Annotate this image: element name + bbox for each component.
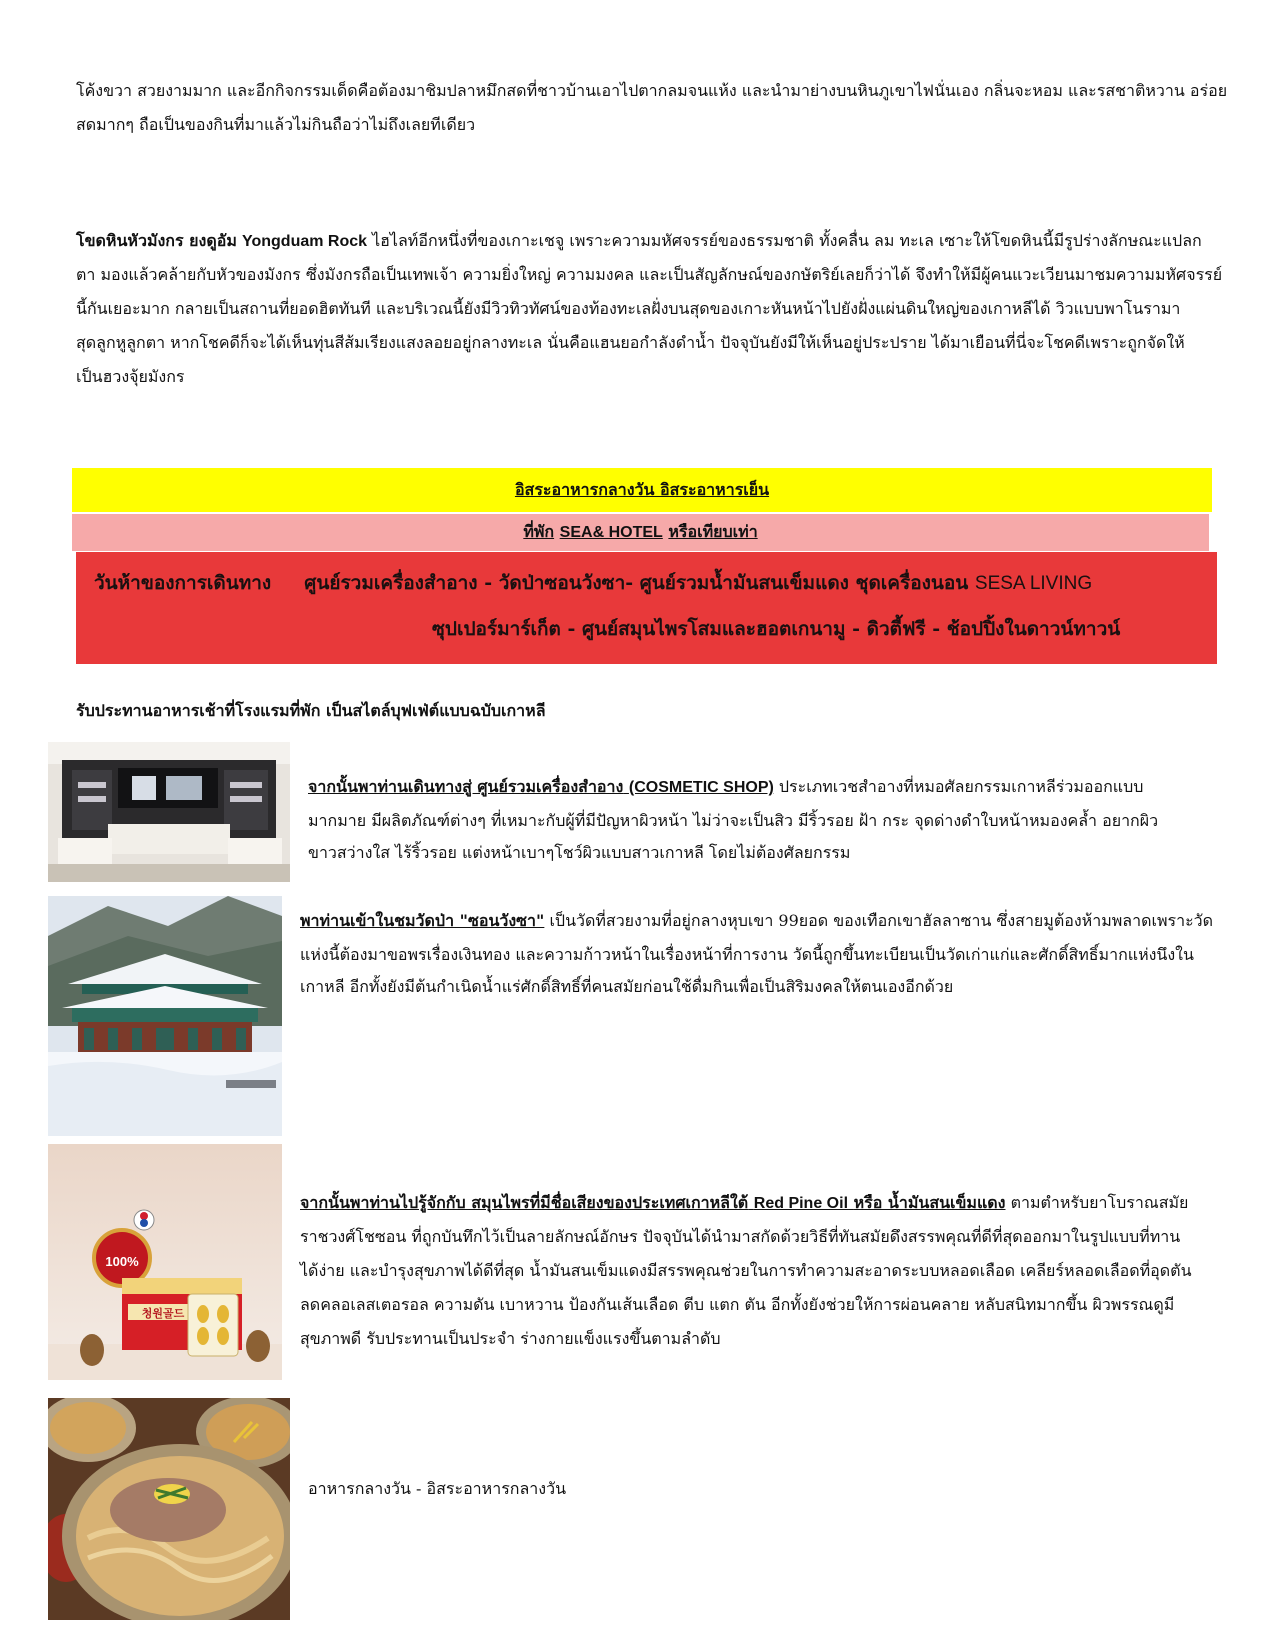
meal-band — [72, 468, 1212, 512]
red-pine-oil-photo — [48, 1144, 282, 1380]
temple-link[interactable]: พาท่านเข้าในชมวัดป่า "ซอนวังซา" — [300, 911, 545, 930]
hotel-band — [72, 514, 1209, 551]
cosmetic-line-1 — [308, 770, 1143, 805]
day5-banner — [76, 552, 1217, 664]
yongduam-title-en: Yongduam Rock — [241, 233, 368, 250]
pine-line-1 — [300, 1186, 1188, 1221]
yongduam-line-4: สุดลูกหูลูกตา หากโชคดีก็จะได้เห็นทุ่นสีส้มเรียงแสงลอยอยู่กลางทะเล นั่นคือแฮนยอกำลังดำน้ำ ปัจจุบันยังมีให้เห็นอยู่ประปราย ได้มาเยือนที่นี่จะโชคดีเพราะถูกจัดให้ — [76, 333, 1185, 352]
cosmetic-shop-photo — [48, 742, 290, 882]
temple-line-3: เกาหลี อีกทั้งยังมีต้นกำเนิดน้ำแร่ศักดิ์สิทธิ์ที่คนสมัยก่อนใช้ดื่มกินเพื่อเป็นสิริมงคลให้ตนเองอีกด้วย — [300, 977, 954, 996]
pine-line-5: สุขภาพดี รับประทานเป็นประจำ ร่างกายแข็งแรงขึ้นตามลำดับ — [300, 1329, 721, 1348]
day5-label: วันห้าของการเดินทาง — [94, 572, 272, 594]
hotel-th2: หรือเทียบเท่า — [668, 522, 758, 541]
yongduam-text: ไฮไลท์อีกหนึ่งที่ของเกาะเชจู เพราะความมหัศจรรย์ของธรรมชาติ ทั้งคลื่น ลม ทะเล เซาะให้โขดหินนี้มีรูปร่างลักษณะแปลก — [367, 231, 1202, 250]
lunch-text: อาหารกลางวัน - อิสระอาหารกลางวัน — [308, 1479, 566, 1498]
pine-link[interactable]: จากนั้นพาท่านไปรู้จักกับ สมุนไพรที่มีชื่อเสียงของประเทศเกาหลีใต้ Red Pine Oil หรือ น้ำมันสนเข็มแดง — [300, 1193, 1006, 1212]
yongduam-line-2: ตา มองแล้วคล้ายกับหัวของมังกร ซึ่งมังกรถือเป็นเทพเจ้า ความยิ่งใหญ่ ความมงคล และเป็นสัญลักษณ์ของกษัตริย์เลยก็ว่าได้ จึงทำให้มีผู้คนแวะเวียนมาชมความมหัศจรรย์ — [76, 265, 1223, 284]
cosmetic-line-2: มากมาย มีผลิตภัณฑ์ต่างๆ ที่เหมาะกับผู้ที่มีปัญหาผิวหน้า ไม่ว่าจะเป็นสิว มีริ้วรอย ฝ้า กระ จุดด่างดำใบหน้าหมองคล้ำ อยากผิว — [308, 811, 1159, 830]
temple-photo — [48, 896, 282, 1136]
intro-line-1: โค้งขวา สวยงามมาก และอีกกิจกรรมเด็ดคือต้องมาชิมปลาหมึกสดที่ชาวบ้านเอาไปตากลมจนแห้ง และนำมาย่างบนหินภูเขาไฟนั่นเอง กลิ่นจะหอม และรสชาติหวาน อร่อย — [76, 81, 1228, 100]
pine-line-4: ลดคลอเลสเตอรอล ความดัน เบาหวาน ป้องกันเส้นเลือด ตีบ แตก ตัน อีกทั้งยังช่วยให้การผ่อนคลาย หลับสนิทมากขึ้น ผิวพรรณดูมี — [300, 1295, 1175, 1314]
day5-sesa: SESA LIVING — [974, 573, 1093, 594]
cosmetic-link[interactable]: จากนั้นพาท่านเดินทางสู่ ศูนย์รวมเครื่องสำอาง (COSMETIC SHOP) — [308, 777, 774, 796]
meal-band-text: อิสระอาหารกลางวัน อิสระอาหารเย็น — [514, 479, 770, 499]
day5-itinerary-2: ซุปเปอร์มาร์เก็ต - ศูนย์สมุนไพรโสมและฮอตเกนามู - ดิวตี้ฟรี - ช้อปปิ้งในดาวน์ทาวน์ — [432, 618, 1121, 640]
noodle-soup-photo — [48, 1398, 290, 1620]
hotel-th: ที่พัก — [523, 522, 555, 541]
box-brand-text: 청원골드 — [141, 1307, 185, 1320]
yongduam-line-1 — [76, 224, 1202, 259]
day5-line-1 — [94, 568, 1092, 598]
hotel-en: SEA& HOTEL — [559, 523, 663, 541]
intro-line-2: สดมากๆ ถือเป็นของกินที่มาแล้วไม่กินถือว่าไม่ถึงเลยทีเดียว — [76, 115, 476, 134]
temple-text: เป็นวัดที่สวยงามที่อยู่กลางหุบเขา 99ยอด ของเทือกเขาฮัลลาซาน ซึ่งสายมูต้องห้ามพลาดเพราะวัด — [544, 911, 1214, 930]
temple-line-1 — [300, 904, 1213, 938]
temple-line-2: แห่งนี้ต้องมาขอพรเรื่องเงินทอง และความก้าวหน้าในเรื่องหน้าที่การงาน วัดนี้ถูกขึ้นทะเบียนเป็นวัดเก่าแก่และศักดิ์สิทธิ์มากแห่งนึงใน — [300, 945, 1194, 964]
pine-text: ตามตำหรับยาโบราณสมัย — [1005, 1193, 1189, 1212]
badge-text: 100% — [105, 1254, 139, 1269]
pine-line-2: ราชวงศ์โชซอน ที่ถูกบันทึกไว้เป็นลายลักษณ์อักษร ปัจจุบันได้นำมาสกัดด้วยวิธีที่ทันสมัยดึงสรรพคุณที่ดีที่สุดออกมาในรูปแบบที่ทาน — [300, 1227, 1181, 1246]
cosmetic-line-3: ขาวสว่างใส ไร้ริ้วรอย แต่งหน้าเบาๆโชว์ผิวแบบสาวเกาหลี โดยไม่ต้องศัลยกรรม — [308, 843, 851, 862]
yongduam-line-3: นี้กันเยอะมาก กลายเป็นสถานที่ยอดฮิตทันที และบริเวณนี้ยังมีวิวทิวทัศน์ของท้องทะเลฝั่งบนสุดของเกาะหันหน้าไปยังฝั่งแผ่นดินใหญ่ของเกาหลีได้ วิวแบบพาโนรามา — [76, 299, 1181, 318]
cosmetic-text: ประเภทเวชสำอางที่หมอศัลยกรรมเกาหลีร่วมออกแบบ — [773, 777, 1144, 796]
day5-itinerary-1: ศูนย์รวมเครื่องสำอาง - วัดป่าซอนวังซา- ศูนย์รวมน้ำมันสนเข็มแดง ชุดเครื่องนอน — [304, 572, 969, 594]
yongduam-line-5: เป็นฮวงจุ้ยมังกร — [76, 367, 185, 386]
yongduam-title: โขดหินหัวมังกร ยงดูอัม — [76, 231, 237, 250]
pine-line-3: ได้ง่าย และบำรุงสุขภาพได้ดีที่สุด น้ำมันสนเข็มแดงมีสรรพคุณช่วยในการทำความสะอาดระบบหลอดเลือด เคลียร์หลอดเลือดที่อุดตัน — [300, 1261, 1192, 1280]
breakfast-text: รับประทานอาหารเช้าที่โรงแรมที่พัก เป็นสไตล์บุฟเฟ่ต์แบบฉบับเกาหลี — [76, 701, 546, 720]
